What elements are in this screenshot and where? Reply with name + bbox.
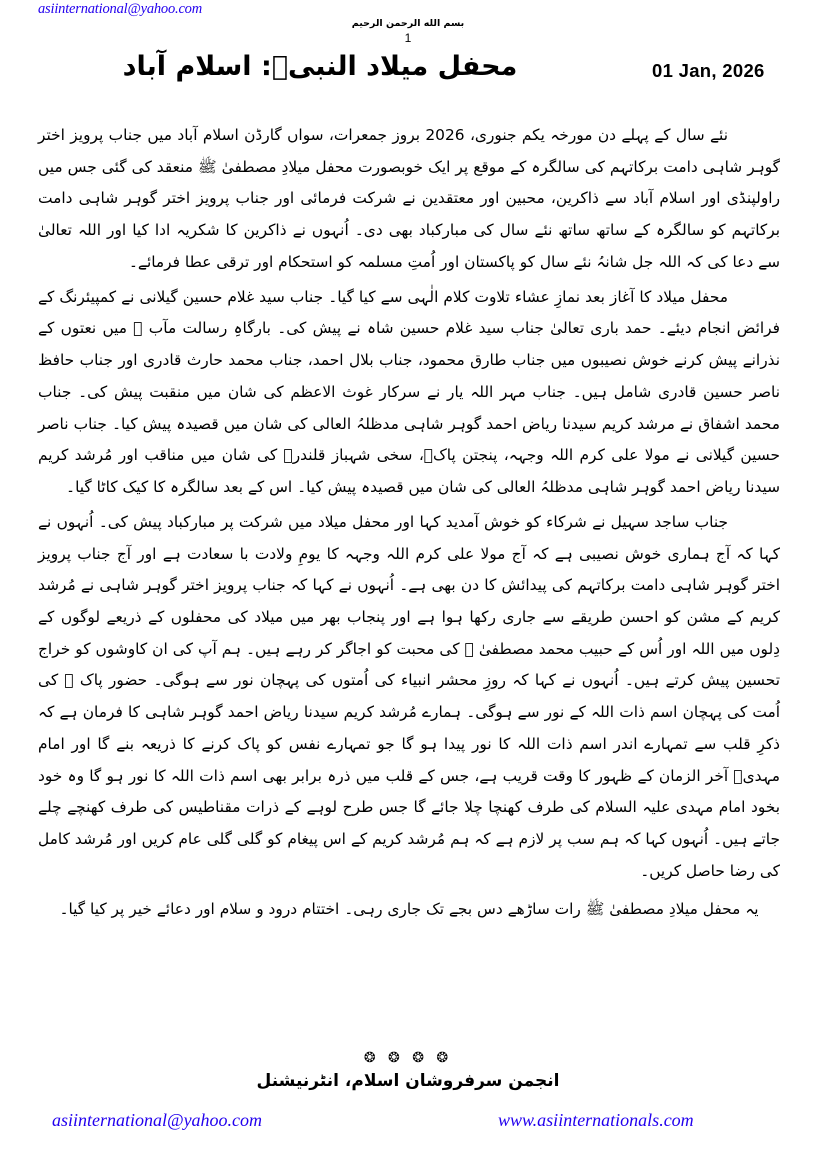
- body-paragraph: نئے سال کے پہلے دن مورخہ یکم جنوری، 2026 بروز جمعرات، سواں گارڈن اسلام آباد میں جناب پرویز اختر گوہر شاہی دامت برکاتہم کی سالگرہ کے موقع پر ایک خوبصورت محفل میلادِ مصطفیٰ ﷺ منعقد کی گئی جس میں راولپنڈی اور اسلام آباد سے ذاکرین، محبین اور معتقدین نے شرکت فرمائی اور جناب پرویز اختر گوہر شاہی دامت برکاتہم کو سالگرہ کے ساتھ ساتھ نئے سال کی مبارکباد بھی دی۔ اُنہوں نے ذاکرین کا شکریہ ادا کیا اور اللہ تعالیٰ سے دعا کی کہ اللہ جل شانہُ نئے سال کو پاکستان اور اُمتِ مسلمہ کو استحکام اور ترقی عطا فرمائے۔: [38, 126, 780, 271]
- document-date: 01 Jan, 2026: [652, 60, 765, 81]
- ornament-divider-icon: ❂ ❂ ❂ ❂: [363, 1050, 453, 1066]
- page-footer: [0, 1110, 816, 1142]
- article-body: [38, 120, 780, 928]
- organization-signature: انجمن سرفروشان اسلام، انٹرنیشنل: [256, 1071, 560, 1091]
- body-paragraph: جناب ساجد سہیل نے شرکاء کو خوش آمدید کہا اور محفل میلاد میں شرکت پر مبارکباد پیش کی۔ اُنہوں نے کہا کہ آج ہماری خوش نصیبی ہے کہ آج مولا علی کرم اللہ وجہہ کا یومِ ولادت با سعادت ہے اور آج جناب پرویز اختر گوہر شاہی دامت برکاتہم کی پیدائش کا دن بھی ہے۔ اُنہوں نے کہا کہ جناب پرویز اختر گوہر شاہی نے مُرشد کریم کے مشن کو احسن طریقے سے جاری رکھا ہوا ہے اور پنجاب بھر میں میلاد کی محفلوں کے ذریعے لوگوں کے دِلوں میں اللہ اور اُس کے حبیب محمد مصطفیٰ ﷺ کی محبت کو اجاگر کر رہے ہیں۔ ہم آپ کی ان کاوشوں کو خراج تحسین پیش کرتے ہیں۔ اُنہوں نے کہا کہ روزِ محشر انبیاء کی اُمتوں کی پہچان نور سے ہوگی۔ حضور پاک ﷺ کی اُمت کی پہچان اسم ذات اللہ کے نور سے ہوگی۔ ہمارے مُرشد کریم سیدنا ریاض احمد گوہر شاہی کا فرمان ہے کہ ذکرِ قلب سے تمہارے اندر اسم ذات اللہ کا نور پیدا ہو گا جو تمہارے نفس کو پاک کرنے کا ذریعہ بنے گا اور امام مہدیؑ آخر الزمان کے ظہور کا وقت قریب ہے، جس کے قلب میں ذرہ برابر بھی اسم ذات اللہ کا نور ہو گا وہ خود بخود امام مہدی علیہ السلام کی طرف کھنچا چلا جائے گا جس طرح لوہے کے ذرات مقناطیس کی طرف کھنچے چلے جاتے ہیں۔ اُنہوں کہا کہ ہم سب پر لازم ہے کہ ہم مُرشد کریم کے اس پیغام کو گلی گلی عام کریں اور مُرشد کامل کی رضا حاصل کریں۔: [38, 512, 780, 880]
- closing-line: یہ محفل میلادِ مصطفیٰ ﷺ رات ساڑھے دس بجے تک جاری رہی۔ اختتام درود و سلام اور دعائے خیر پر کیا گیا۔: [59, 899, 759, 918]
- body-paragraph: محفل میلاد کا آغاز بعد نمازِ عشاء تلاوت کلام الٰہی سے کیا گیا۔ جناب سید غلام حسین گیلانی نے کمپیئرنگ کے فرائض انجام دیئے۔ حمد باری تعالیٰ جناب سید غلام حسین شاہ نے پیش کی۔ بارگاہِ رسالت مآب ﷺ میں نعتوں کے نذرانے پیش کرنے خوش نصیبوں میں جناب طارق محمود، جناب بلال احمد، جناب محمد حارث قادری اور جناب حافظ ناصر حسین قادری شامل ہیں۔ جناب مہر اللہ یار نے سرکار غوث الاعظم کی شان میں منقبت پیش کی۔ جناب محمد اشفاق نے مرشد کریم سیدنا ریاض احمد گوہر شاہی مدظلہُ العالی کی شان میں قصیدہ پیش کیا۔ جناب ناصر حسین گیلانی نے مولا علی کرم اللہ وجہہ، پنجتن پاکؑ، سخی شہباز قلندرؒ کی شان میں مناقب اور مُرشد کریم سیدنا ریاض احمد گوہر شاہی مدظلہُ العالی کی شان میں قصیدہ پیش کیا۔ اس کے بعد سالگرہ کا کیک کاٹا گیا۔: [38, 287, 780, 497]
- header-email-address[interactable]: asiinternational@yahoo.com: [38, 1, 202, 17]
- page-number: 1: [404, 31, 412, 45]
- footer-website-link[interactable]: www.asiinternationals.com: [498, 1110, 694, 1130]
- footer-email-link[interactable]: asiinternational@yahoo.com: [52, 1110, 263, 1130]
- bismillah-text: بسم الله الرحمن الرحيم: [351, 18, 465, 29]
- page-title: محفل میلاد النبیؐ: اسلام آباد: [122, 51, 518, 82]
